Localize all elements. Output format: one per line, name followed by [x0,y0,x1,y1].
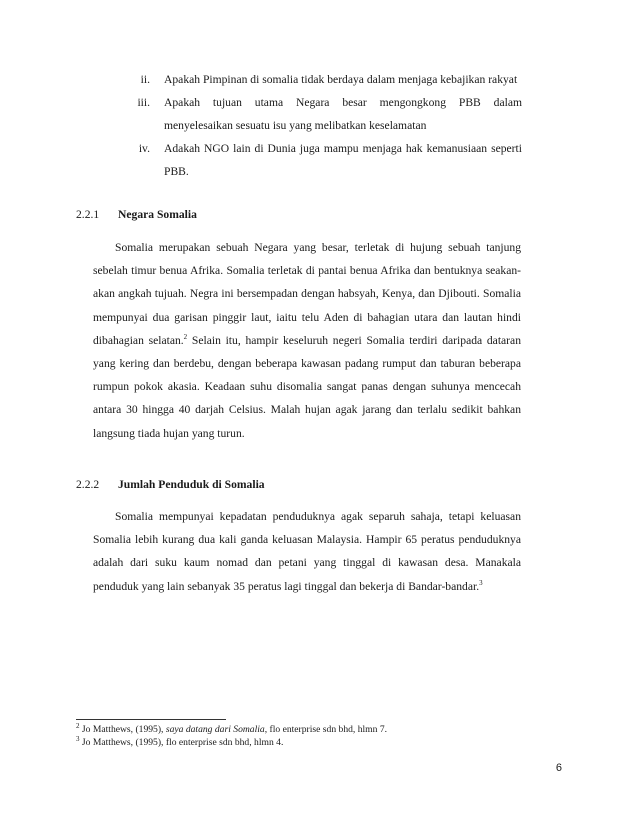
list-item [112,137,522,183]
paragraph-negara-somalia [93,236,521,445]
footnote-text: Jo Matthews, (1995), flo enterprise sdn bhd, hlmn 4. [79,736,284,748]
footnote [76,734,387,750]
footnote-number: 3 [76,734,80,743]
list-item-text: Adakah NGO lain di Dunia juga mampu menjaga hak kemanusiaan seperti PBB. [164,142,522,178]
paragraph-jumlah-penduduk [93,505,521,598]
paragraph-text-cont: Selain itu, hampir keseluruh negeri Somalia terdiri daripada dataran yang kering dan berdebu, dengan beberapa kawasan padang rumput dan taburan beberapa rumpun pokok akasia. Keadaan suhu disomalia sangat panas dengan suhunya mencecah antara 30 hingga 40 darjah Celsius. Malah hujan agak jarang dan terlalu sedikit bahkan langsung tiada hujan yang turun. [93,333,521,440]
footnote-text-end: , flo enterprise sdn bhd, hlmn 7. [264,724,388,735]
footnote-ref[interactable]: 3 [479,578,483,587]
paragraph-text: Somalia mempunyai kepadatan penduduknya agak separuh sahaja, tetapi keluasan Somalia lebih kurang dua kali ganda keluasan Malaysia. Hampir 65 peratus penduduknya adalah dari suku kaum nomad dan petani yang tinggal di kawasan desa. Manakala penduduk yang lain sebanyak 35 peratus lagi tinggal dan bekerja di Bandar-bandar. [93,510,521,593]
list-item-text: Apakah Pimpinan di somalia tidak berdaya dalam menjaga kebajikan rakyat [164,73,518,86]
list-item [112,68,522,91]
list-item-text: Apakah tujuan utama Negara besar mengongkong PBB dalam menyelesaikan sesuatu isu yang melibatkan keselamatan [164,96,522,132]
section-number: 2.2.2 [76,478,100,491]
list-item [112,91,522,137]
footnote-divider [76,719,226,720]
list-item-number: iii. [137,96,150,109]
footnotes [76,721,388,749]
footnote-number: 2 [76,721,80,730]
section-title: Jumlah Penduduk di Somalia [118,478,265,491]
footnote-title: saya datang dari Somalia [165,724,265,735]
section-number: 2.2.1 [76,208,100,221]
footnote-text: Jo Matthews, (1995), [79,724,166,735]
footnote-ref[interactable]: 2 [183,332,188,341]
page-number: 6 [555,762,562,774]
list-item-number: iv. [138,142,150,155]
question-list [112,68,522,183]
section-title: Negara Somalia [118,208,197,221]
paragraph-text: Somalia merupakan sebuah Negara yang besar, terletak di hujung sebuah tanjung sebelah timur benua Afrika. Somalia terletak di pantai benua Afrika dan bentuknya seakan-akan angkah tujuah. Negra ini bersempadan dengan habsyah, Kenya, dan Djibouti. Somalia mempunyai dua garisan pinggir laut, iaitu telu Aden di bahagian utara dan lautan hindi dibahagian selatan. [93,241,521,347]
section-heading-jumlah-penduduk [76,478,265,491]
footnote [76,721,388,737]
section-heading-negara-somalia [76,208,197,221]
list-item-number: ii. [140,73,150,86]
